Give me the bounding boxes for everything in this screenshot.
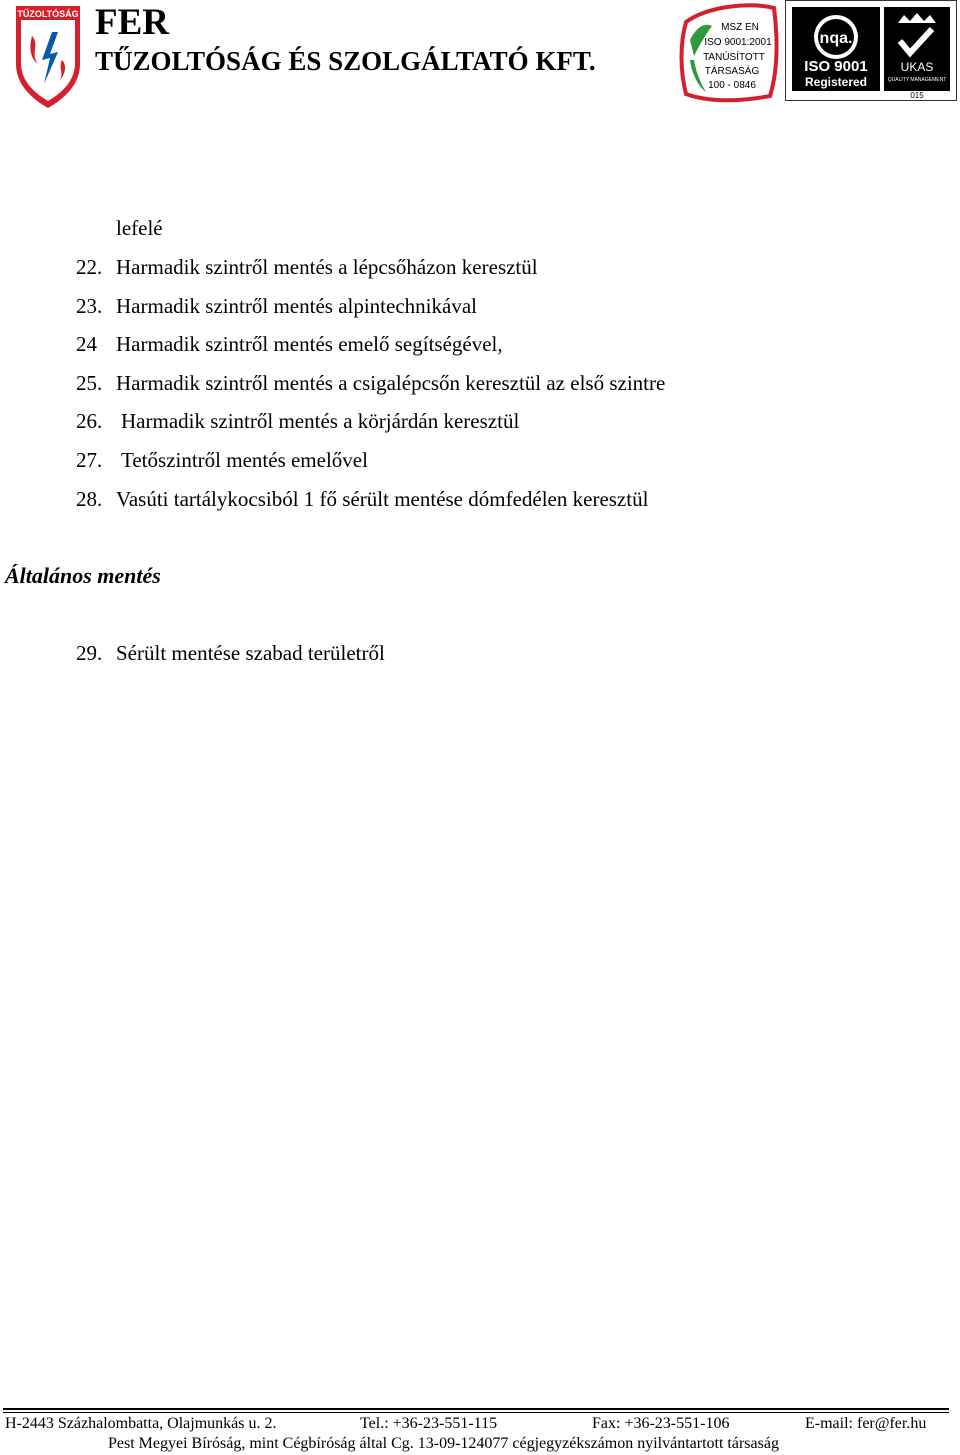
cert-msz-line-3: TANÚSÍTOTT [703,52,765,63]
list-item-number: 29. [76,641,103,665]
iso-9001-text: ISO 9001 [804,58,868,75]
list-item-number: 23. [76,294,103,318]
cert-msz-line-2: ISO 9001:2001 [704,37,772,48]
list-item-text: Vasúti tartálykocsiból 1 fő sérült mentése dómfedélen keresztül [116,487,649,511]
company-subtitle: TŰZOLTÓSÁG ÉS SZOLGÁLTATÓ KFT. [95,46,596,76]
list-item-number: 24 [76,332,97,356]
cert-msz-line-5: 100 - 0846 [708,80,756,91]
list-item-text: Harmadik szintről mentés emelő segítségével, [116,332,503,356]
fire-brigade-shield-logo [12,2,84,110]
list-item-number: 28. [76,487,103,511]
list-item-text: Harmadik szintről mentés a csigalépcsőn keresztül az első szintre [116,371,666,395]
list-item-number: 22. [76,255,103,279]
logo-text: TŰZOLTÓSÁG [17,9,79,19]
cert-msz-line-4: TÁRSASÁG [704,66,760,77]
msz-iso-certificate-badge [678,0,782,104]
list-item-number: 26. [76,409,103,433]
company-name: FER [95,2,169,43]
ukas-number: 015 [910,91,924,100]
footer-phone: Tel.: +36-23-551-115 [360,1415,498,1432]
list-item-number: 25. [76,371,103,395]
footer-email: E-mail: fer@fer.hu [805,1415,927,1432]
continued-text: lefelé [116,216,163,240]
nqa-ukas-certificate-badge [785,0,957,101]
cert-msz-line-1: MSZ EN [721,22,759,33]
list-item-text: Tetőszintről mentés emelővel [121,448,368,472]
list-item-text: Harmadik szintről mentés alpintechnikával [116,294,477,318]
nqa-ukas-logos [786,1,956,100]
list-item-text: Harmadik szintről mentés a lépcsőházon keresztül [116,255,538,279]
footer-registry: Pest Megyei Bíróság, mint Cégbíróság által Cg. 13-09-124077 cégjegyzékszámon nyilvántartott társaság [108,1435,779,1452]
nqa-text: nqa. [819,30,853,47]
list-item-text: Harmadik szintről mentés a körjárdán keresztül [121,409,520,433]
page-header [0,0,960,112]
footer-divider [3,1412,949,1413]
ukas-text: UKAS [900,60,934,74]
footer-divider [3,1408,949,1410]
ukas-subtitle: QUALITY MANAGEMENT [887,77,947,83]
footer-address: H-2443 Százhalombatta, Olajmunkás u. 2. [5,1415,277,1432]
registered-text: Registered [804,75,868,89]
footer-fax: Fax: +36-23-551-106 [592,1415,730,1432]
section-title: Általános mentés [5,563,161,588]
list-item-number: 27. [76,448,103,472]
page-footer [0,1405,960,1455]
list-item-text: Sérült mentése szabad területről [116,641,385,665]
